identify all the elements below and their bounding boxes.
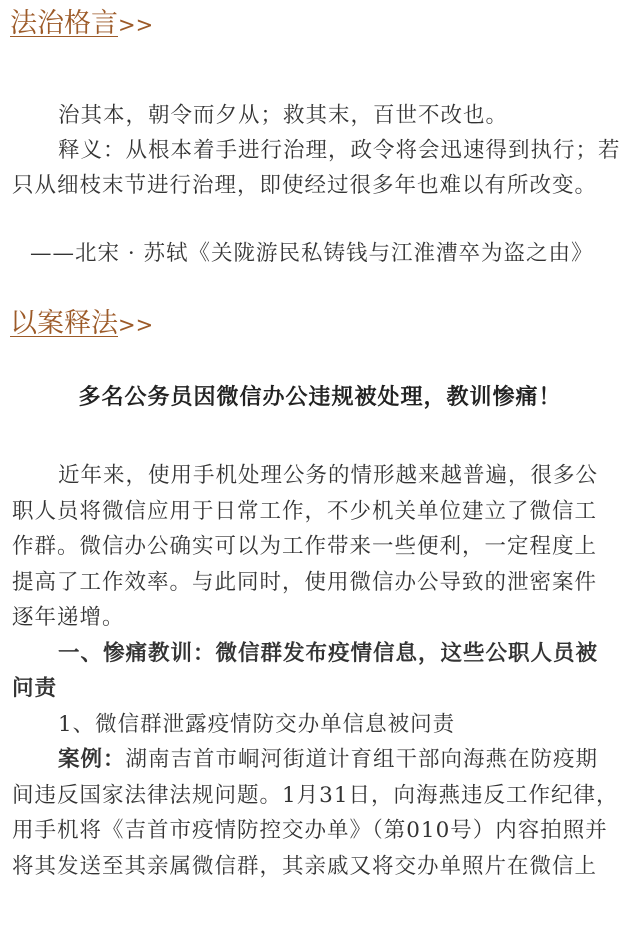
subsection-title: 1、微信群泄露疫情防交办单信息被问责 xyxy=(58,711,456,737)
section-heading-legal-maxim xyxy=(10,6,153,43)
chevron-right-icon: >> xyxy=(118,313,154,337)
section-heading-title: 以案释法 xyxy=(10,308,118,339)
article-title: 多名公务员因微信办公违规被处理，教训惨痛！ xyxy=(78,385,562,410)
section-heading-case-study xyxy=(10,306,153,343)
paragraph-line: 近年来，使用手机处理公务的情形越来越普遍，很多公 xyxy=(58,463,599,488)
quote-block xyxy=(12,98,626,203)
paragraph-line: 将其发送至其亲属微信群，其亲戚又将交办单照片在微信上 xyxy=(12,853,598,879)
section-heading-title: 法治格言 xyxy=(10,8,118,39)
case-text: 湖南吉首市峒河街道计育组干部向海燕在防疫期 xyxy=(125,747,599,772)
quote-explanation: 释义：从根本着手进行治理，政令将会迅速得到执行；若 xyxy=(58,138,621,163)
case-label: 案例： xyxy=(58,747,126,772)
paragraph-line: 职人员将微信应用于日常工作，不少机关单位建立了微信工 xyxy=(12,498,598,524)
subheading-line: 问责 xyxy=(12,676,58,701)
quote-explanation-continued: 只从细枝末节进行治理，即使经过很多年也难以有所改变。 xyxy=(12,173,598,198)
subheading-line: 一、惨痛教训：微信群发布疫情信息，这些公职人员被 xyxy=(58,640,599,666)
paragraph-line: 提高了工作效率。与此同时，使用微信办公导致的泄密案件 xyxy=(12,569,598,595)
case-line xyxy=(12,742,626,778)
article-body xyxy=(12,458,626,884)
quote-text: 治其本，朝令而夕从；救其末，百世不改也。 xyxy=(58,103,509,128)
paragraph-line: 逐年递增。 xyxy=(12,605,125,630)
quote-source: ——北宋 · 苏轼《关陇游民私铸钱与江淮漕卒为盗之由》 xyxy=(30,241,594,266)
chevron-right-icon: >> xyxy=(118,13,154,37)
paragraph-line: 间违反国家法律法规问题。1月31日，向海燕违反工作纪律， xyxy=(12,782,619,808)
paragraph-line: 作群。微信办公确实可以为工作带来一些便利，一定程度上 xyxy=(12,534,598,559)
paragraph-line: 用手机将《吉首市疫情防控交办单》（第010号）内容拍照并 xyxy=(12,818,608,843)
